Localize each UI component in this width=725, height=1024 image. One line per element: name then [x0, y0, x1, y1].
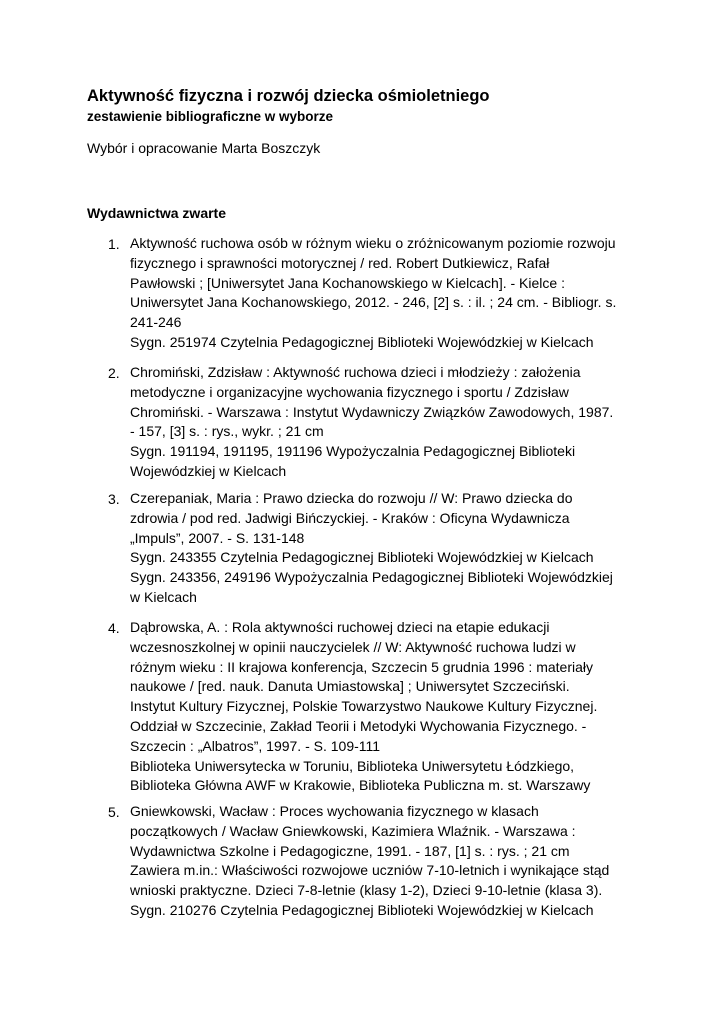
author-line: Wybór i opracowanie Marta Boszczyk: [87, 140, 321, 156]
entry-line: różnym wieku : II krajowa konferencja, Szczecin 5 grudnia 1996 : materiały: [130, 658, 593, 675]
entry-number: 1.: [108, 236, 120, 252]
entry-line: Zawiera m.in.: Właściwości rozwojowe uczniów 7-10-letnich i wynikające stąd: [130, 862, 610, 879]
entry-line: Dąbrowska, A. : Rola aktywności ruchowej dzieci na etapie edukacji: [130, 619, 550, 635]
entry-line: Instytut Kultury Fizycznej, Polskie Towarzystwo Naukowe Kultury Fizycznej.: [130, 698, 598, 715]
entry-line: Sygn. 243356, 249196 Wypożyczalnia Pedagogicznej Biblioteki Wojewódzkiej: [130, 569, 613, 586]
entry-number: 2.: [108, 365, 120, 381]
entry-line: 241-246: [130, 314, 182, 331]
entry-line: fizycznego i sprawności motorycznej / red. Robert Dutkiewicz, Rafał: [130, 254, 550, 271]
entry-line: wnioski praktyczne. Dzieci 7-8-letnie (klasy 1-2), Dzieci 9-10-letnie (klasa 3).: [130, 882, 603, 899]
entry-line: Wydawnictwa Szkolne i Pedagogiczne, 1991. - 187, [1] s. : rys. ; 21 cm: [130, 842, 570, 859]
entry-line: Chromiński, Zdzisław : Aktywność ruchowa dzieci i młodzieży : założenia: [130, 364, 581, 380]
entry-number: 5.: [108, 804, 120, 820]
entry-line: Sygn. 243355 Czytelnia Pedagogicznej Biblioteki Wojewódzkiej w Kielcach: [130, 549, 594, 566]
entry-line: Biblioteka Uniwersytecka w Toruniu, Biblioteka Uniwersytetu Łódzkiego,: [130, 757, 575, 774]
entry-number: 4.: [108, 620, 120, 636]
entry-line: Sygn. 210276 Czytelnia Pedagogicznej Biblioteki Wojewódzkiej w Kielcach: [130, 901, 594, 918]
entry-line: Uniwersytet Jana Kochanowskiego, 2012. - 246, [2] s. : il. ; 24 cm. - Bibliogr. s.: [130, 294, 617, 311]
document-subtitle: zestawienie bibliograficzne w wyborze: [87, 109, 334, 124]
entry-line: metodyczne i organizacyjne wychowania fizycznego i sportu / Zdzisław: [130, 383, 569, 400]
entry-number: 3.: [108, 491, 120, 507]
entry-text: [130, 489, 650, 608]
entry-line: Szczecin : „Albatros”, 1997. - S. 109-111: [130, 737, 381, 754]
entry-text: [130, 363, 650, 482]
entry-line: Oddział w Szczecinie, Zakład Teorii i Metodyki Wychowania Fizycznego. -: [130, 717, 587, 734]
entry-line: Sygn. 191194, 191195, 191196 Wypożyczalnia Pedagogicznej Biblioteki: [130, 443, 576, 460]
section-heading: Wydawnictwa zwarte: [87, 205, 227, 221]
entry-line: Wojewódzkiej w Kielcach: [130, 462, 287, 479]
entry-line: Czerepaniak, Maria : Prawo dziecka do rozwoju // W: Prawo dziecka do: [130, 490, 573, 506]
entry-line: początkowych / Wacław Gniewkowski, Kazimiera Wlaźnik. - Warszawa :: [130, 822, 576, 839]
entry-text: [130, 234, 650, 353]
entry-line: Aktywność ruchowa osób w różnym wieku o zróżnicowanym poziomie rozwoju: [130, 235, 616, 251]
entry-line: naukowe / [red. nauk. Danuta Umiastowska] ; Uniwersytet Szczeciński.: [130, 678, 570, 695]
entry-line: Chromiński. - Warszawa : Instytut Wydawniczy Związków Zawodowych, 1987.: [130, 403, 614, 420]
entry-line: Sygn. 251974 Czytelnia Pedagogicznej Biblioteki Wojewódzkiej w Kielcach: [130, 333, 594, 350]
entry-line: zdrowia / pod red. Jadwigi Bińczyckiej. - Kraków : Oficyna Wydawnicza: [130, 509, 570, 526]
entry-line: w Kielcach: [130, 588, 197, 605]
document-title: Aktywność fizyczna i rozwój dziecka ośmioletniego: [87, 87, 490, 105]
entry-line: Pawłowski ; [Uniwersytet Jana Kochanowskiego w Kielcach]. - Kielce :: [130, 274, 565, 291]
entry-line: „Impuls”, 2007. - S. 131-148: [130, 529, 305, 546]
entry-line: Biblioteka Główna AWF w Krakowie, Biblioteka Publiczna m. st. Warszawy: [130, 777, 591, 794]
entry-text: [130, 618, 650, 796]
entry-text: [130, 802, 650, 921]
entry-line: Gniewkowski, Wacław : Proces wychowania fizycznego w klasach: [130, 803, 539, 819]
entry-line: wczesnoszkolnej w opinii nauczycielek // W: Aktywność ruchowa ludzi w: [130, 638, 576, 655]
entry-line: - 157, [3] s. : rys., wykr. ; 21 cm: [130, 423, 324, 440]
